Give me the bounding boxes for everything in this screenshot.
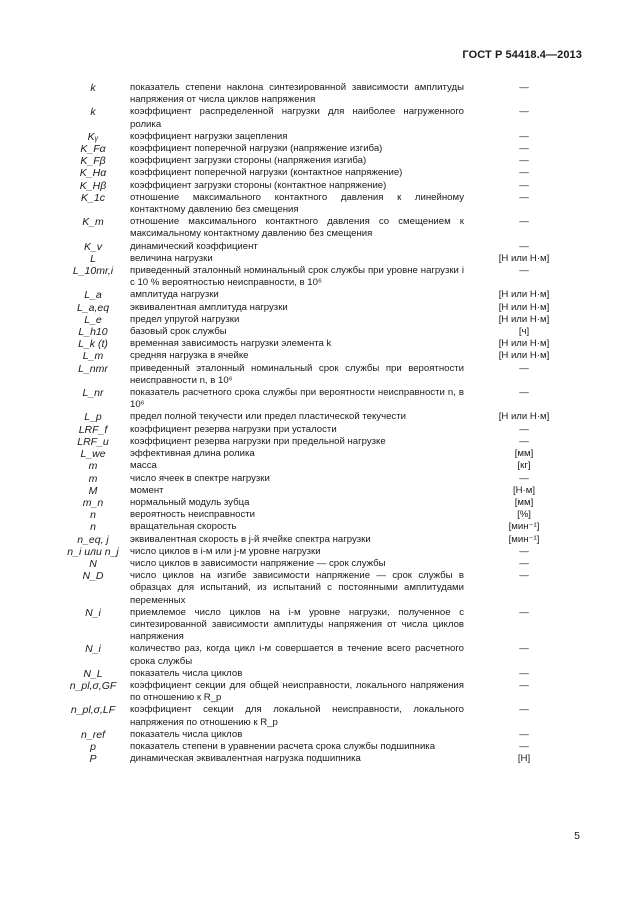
row-symbol: m bbox=[88, 460, 98, 473]
table-row bbox=[58, 241, 578, 253]
row-unit: — bbox=[519, 643, 529, 655]
table-row bbox=[58, 302, 578, 314]
row-symbol: m_n bbox=[82, 496, 104, 509]
row-description: масса bbox=[130, 460, 157, 472]
row-description: приведенный эталонный номинальный срок службы при вероятности неисправности n, в 10⁶ bbox=[130, 362, 464, 386]
symbols-table bbox=[58, 82, 578, 765]
row-unit: — bbox=[519, 265, 529, 277]
row-unit: — bbox=[519, 216, 529, 228]
row-description: число циклов в зависимости напряжение — срок службы bbox=[130, 557, 386, 569]
row-symbol: N bbox=[89, 557, 97, 570]
row-unit: — bbox=[519, 679, 529, 691]
table-row bbox=[58, 448, 578, 460]
table-row bbox=[58, 473, 578, 485]
row-unit: [Н или Н·м] bbox=[498, 338, 550, 350]
row-unit: — bbox=[519, 740, 529, 752]
row-description: вероятность неисправности bbox=[130, 509, 256, 521]
row-symbol: n bbox=[90, 509, 96, 522]
row-symbol: m bbox=[88, 472, 98, 485]
table-row bbox=[58, 167, 578, 179]
table-row bbox=[58, 485, 578, 497]
table-row bbox=[58, 411, 578, 423]
row-description: коэффициент нагрузки зацепления bbox=[130, 130, 288, 142]
row-symbol: n_ref bbox=[81, 728, 105, 741]
table-row bbox=[58, 363, 578, 387]
row-unit: [%] bbox=[517, 509, 531, 521]
row-unit: — bbox=[519, 545, 529, 557]
row-symbol: Kᵧ bbox=[87, 130, 99, 143]
table-row bbox=[58, 607, 578, 644]
row-unit: — bbox=[519, 130, 529, 142]
row-symbol: L_h10 bbox=[78, 326, 108, 339]
row-description: коэффициент распределенной нагрузки для наиболее нагруженного ролика bbox=[130, 106, 464, 130]
row-description: вращательная скорость bbox=[130, 521, 237, 533]
row-symbol: M bbox=[88, 484, 98, 497]
table-row bbox=[58, 424, 578, 436]
row-symbol: n bbox=[90, 521, 96, 534]
table-row bbox=[58, 534, 578, 546]
row-description: средняя нагрузка в ячейке bbox=[130, 350, 249, 362]
row-symbol: L_nr bbox=[82, 387, 104, 400]
row-unit: — bbox=[519, 472, 529, 484]
row-description: коэффициент секции для общей неисправности, локального напряжения по отношению к R_p bbox=[130, 679, 464, 704]
table-row bbox=[58, 509, 578, 521]
table-row bbox=[58, 729, 578, 741]
table-row bbox=[58, 216, 578, 240]
row-unit: — bbox=[519, 155, 529, 167]
table-row bbox=[58, 680, 578, 704]
table-row bbox=[58, 350, 578, 362]
row-unit: — bbox=[519, 606, 529, 618]
row-unit: [ч] bbox=[518, 326, 530, 338]
row-unit: — bbox=[519, 728, 529, 740]
row-symbol: n_pl,σ,LF bbox=[70, 704, 116, 717]
row-unit: [мм] bbox=[514, 496, 534, 508]
row-description: показатель числа циклов bbox=[130, 667, 243, 679]
row-unit: — bbox=[519, 240, 529, 252]
table-row bbox=[58, 82, 578, 106]
row-unit: [кг] bbox=[517, 460, 531, 472]
row-symbol: K_1c bbox=[81, 191, 105, 204]
row-description: эквивалентная скорость в j-й ячейке спектра нагрузки bbox=[130, 533, 371, 545]
table-row bbox=[58, 668, 578, 680]
table-row bbox=[58, 521, 578, 533]
table-row bbox=[58, 753, 578, 765]
row-description: временная зависимость нагрузки элемента k bbox=[130, 338, 332, 350]
row-symbol: L_p bbox=[84, 411, 102, 424]
row-description: момент bbox=[130, 484, 164, 496]
row-symbol: n_i или n_j bbox=[67, 545, 119, 558]
row-description: эквивалентная амплитуда нагрузки bbox=[130, 301, 288, 313]
row-description: показатель степени наклона синтезированной зависимости амплитуды напряжения от числа циклов напряжения bbox=[130, 82, 464, 106]
row-unit: — bbox=[519, 704, 529, 716]
row-unit: [мин⁻¹] bbox=[508, 521, 540, 533]
row-symbol: N_i bbox=[85, 643, 101, 656]
row-symbol: L_we bbox=[80, 448, 106, 461]
row-symbol: K_Fβ bbox=[80, 155, 106, 168]
row-unit: — bbox=[519, 387, 529, 399]
row-symbol: k bbox=[90, 106, 96, 119]
row-symbol: K_m bbox=[82, 216, 104, 229]
row-unit: — bbox=[519, 423, 529, 435]
row-description: отношение максимального контактного давления к линейному контактному давлению без смещения bbox=[130, 191, 464, 216]
row-unit: — bbox=[519, 570, 529, 582]
document-standard-header: ГОСТ Р 54418.4—2013 bbox=[462, 49, 582, 61]
row-description: динамический коэффициент bbox=[130, 240, 258, 252]
row-symbol: L_m bbox=[82, 350, 104, 363]
row-symbol: L_a bbox=[84, 289, 102, 302]
row-description: эффективная длина ролика bbox=[130, 448, 255, 460]
row-unit: [Н] bbox=[517, 753, 531, 765]
table-row bbox=[58, 704, 578, 728]
row-unit: [мм] bbox=[514, 448, 534, 460]
row-unit: — bbox=[519, 435, 529, 447]
row-unit: — bbox=[519, 557, 529, 569]
page-number: 5 bbox=[574, 830, 580, 842]
table-row bbox=[58, 253, 578, 265]
row-unit: — bbox=[519, 191, 529, 203]
row-unit: — bbox=[519, 179, 529, 191]
row-description: отношение максимального контактного давления со смещением к максимальному контактному давлению без смещения bbox=[130, 216, 464, 240]
table-row bbox=[58, 265, 578, 289]
row-unit: — bbox=[519, 667, 529, 679]
row-description: коэффициент загрузки стороны (напряжения изгиба) bbox=[130, 155, 367, 167]
row-description: величина нагрузки bbox=[130, 252, 213, 264]
row-unit: — bbox=[519, 362, 529, 374]
row-unit: [Н или Н·м] bbox=[498, 313, 550, 325]
row-symbol: K_v bbox=[83, 240, 103, 253]
table-row bbox=[58, 643, 578, 667]
row-symbol: p bbox=[90, 740, 96, 753]
row-symbol: L_e bbox=[84, 313, 102, 326]
row-description: показатель степени в уравнении расчета срока службы подшипника bbox=[130, 740, 436, 752]
row-description: базовый срок службы bbox=[130, 326, 227, 338]
row-unit: — bbox=[519, 82, 529, 93]
row-symbol: L_a,eq bbox=[76, 301, 110, 314]
table-row bbox=[58, 326, 578, 338]
row-symbol: n_pl,σ,GF bbox=[69, 679, 117, 692]
table-row bbox=[58, 387, 578, 411]
row-description: число ячеек в спектре нагрузки bbox=[130, 472, 270, 484]
row-description: коэффициент резерва нагрузки при усталости bbox=[130, 423, 337, 435]
table-row bbox=[58, 314, 578, 326]
row-description: предел упругой нагрузки bbox=[130, 313, 240, 325]
row-unit: [Н или Н·м] bbox=[498, 289, 550, 301]
table-row bbox=[58, 192, 578, 216]
row-symbol: L bbox=[90, 252, 96, 265]
row-description: число циклов в i-м или j-м уровне нагрузки bbox=[130, 545, 321, 557]
table-row bbox=[58, 338, 578, 350]
row-symbol: k bbox=[90, 82, 96, 94]
row-unit: [Н или Н·м] bbox=[498, 252, 550, 264]
row-description: показатель расчетного срока службы при вероятности неисправности n, в 10⁶ bbox=[130, 387, 464, 411]
row-description: показатель числа циклов bbox=[130, 728, 243, 740]
row-unit: — bbox=[519, 167, 529, 179]
row-description: динамическая эквивалентная нагрузка подшипника bbox=[130, 753, 361, 765]
table-row bbox=[58, 546, 578, 558]
row-description: нормальный модуль зубца bbox=[130, 496, 250, 508]
row-symbol: K_Hα bbox=[79, 167, 107, 180]
row-unit: [Н или Н·м] bbox=[498, 301, 550, 313]
table-row bbox=[58, 460, 578, 472]
table-row bbox=[58, 180, 578, 192]
row-unit: [Н или Н·м] bbox=[498, 411, 550, 423]
table-row bbox=[58, 289, 578, 301]
row-symbol: L_k (t) bbox=[78, 338, 108, 351]
row-unit: — bbox=[519, 143, 529, 155]
row-description: коэффициент загрузки стороны (контактное напряжение) bbox=[130, 179, 387, 191]
table-row bbox=[58, 436, 578, 448]
row-symbol: L_nmr bbox=[78, 362, 108, 375]
row-symbol: n_eq, j bbox=[77, 533, 109, 546]
row-symbol: N_L bbox=[83, 667, 103, 680]
table-row bbox=[58, 143, 578, 155]
table-row bbox=[58, 570, 578, 607]
row-symbol: K_Hβ bbox=[79, 179, 107, 192]
row-unit: [Н или Н·м] bbox=[498, 350, 550, 362]
row-symbol: N_i bbox=[85, 606, 101, 619]
row-description: коэффициент резерва нагрузки при предельной нагрузке bbox=[130, 435, 386, 447]
row-description: коэффициент секции для локальной неисправности, локального напряжения по отношению к R_p bbox=[130, 704, 464, 728]
table-row bbox=[58, 741, 578, 753]
row-description: приемлемое число циклов на i-м уровне нагрузки, полученное с синтезированной зависимости амплитуды напряжения от числа циклов напряжения bbox=[130, 606, 464, 643]
row-unit: [мин⁻¹] bbox=[508, 533, 540, 545]
table-row bbox=[58, 558, 578, 570]
row-description: амплитуда нагрузки bbox=[130, 289, 219, 301]
row-description: число циклов на изгибе зависимости напряжение — срок службы в образцах для испытаний, из испытаний с постоянными амплитудами переменных bbox=[130, 570, 464, 606]
row-symbol: P bbox=[89, 753, 97, 766]
row-symbol: L_10mr,i bbox=[72, 265, 114, 278]
row-symbol: LRF_u bbox=[77, 435, 109, 448]
table-row bbox=[58, 155, 578, 167]
table-row bbox=[58, 131, 578, 143]
row-description: коэффициент поперечной нагрузки (контактное напряжение) bbox=[130, 167, 403, 179]
row-unit: — bbox=[519, 106, 529, 118]
row-description: предел полной текучести или предел пластической текучести bbox=[130, 411, 406, 423]
row-unit: [Н·м] bbox=[512, 484, 536, 496]
row-description: коэффициент поперечной нагрузки (напряжение изгиба) bbox=[130, 143, 383, 155]
table-row bbox=[58, 106, 578, 130]
row-symbol: K_Fα bbox=[80, 143, 106, 156]
row-symbol: N_D bbox=[82, 570, 104, 583]
row-symbol: LRF_f bbox=[78, 423, 108, 436]
row-description: количество раз, когда цикл i-м совершается в течение всего расчетного срока службы bbox=[130, 643, 464, 667]
row-description: приведенный эталонный номинальный срок службы при уровне нагрузки i с 10 % вероятностью неисправности, в 10⁶ bbox=[130, 265, 464, 289]
table-row bbox=[58, 497, 578, 509]
